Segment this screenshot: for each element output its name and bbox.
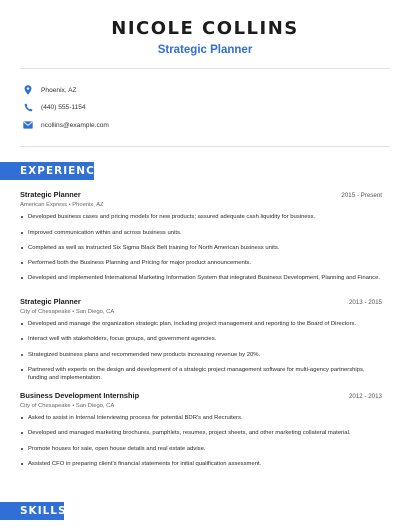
candidate-title: Strategic Planner <box>157 44 253 56</box>
map-pin-icon <box>22 84 34 96</box>
resume-header <box>0 18 410 56</box>
header-divider <box>20 68 390 69</box>
contact-location <box>22 84 77 96</box>
phone-icon <box>22 101 34 113</box>
contact-email-text: ncollins@example.com <box>41 121 109 129</box>
contact-divider <box>20 146 390 147</box>
bullet-item: Improved communication within and across business units. <box>20 229 382 237</box>
bullet-item: Performed both the Business Planning and Pricing for major product announcements. <box>20 259 382 267</box>
bullet-item: Interact well with stakeholders, focus groups, and government agencies. <box>20 335 382 343</box>
bullet-item: Completed as well as instructed Six Sigma Black Belt training for North American business units. <box>20 244 382 252</box>
bullet-item: Strategized business plans and recommended new products increasing revenue by 20%. <box>20 351 382 359</box>
job-entry <box>20 391 382 409</box>
job-title: Strategic Planner <box>20 190 81 199</box>
job-location: American Express • Phoenix, AZ <box>20 202 104 208</box>
candidate-name: NICOLE COLLINS <box>111 18 299 39</box>
envelope-icon <box>22 119 34 131</box>
bullet-item: Developed and managed marketing brochures, pamphlets, resumes, project sheets, and other marketing collateral material. <box>20 429 382 437</box>
job-dates: 2013 - 2015 <box>348 299 382 306</box>
job-location: City of Chesapeake • San Diego, CA <box>20 309 115 315</box>
bullet-item: Asked to assist in Internal Interviewing process for potential BDR's and Recruiters. <box>20 414 382 422</box>
skills-section-header: SKILLS <box>0 502 64 520</box>
job-title: Strategic Planner <box>20 297 81 306</box>
contact-location-text: Phoenix, AZ <box>41 86 77 94</box>
contact-email <box>22 119 109 131</box>
job-location: City of Chesapeake • San Diego, CA <box>20 403 115 409</box>
job-entry <box>20 297 382 315</box>
bullet-item: Promote houses for sale, open house details and real estate advise. <box>20 445 382 453</box>
bullet-item: Assisted CFO in preparing client's financial statements for initial qualification assessment. <box>20 460 382 468</box>
contact-phone <box>22 101 86 113</box>
bullet-item: Developed business cases and pricing models for new products; assured adequate cash liquidity for business. <box>20 213 382 221</box>
bullet-item: Developed and manage the organization strategic plan, including project management and reporting to the Board of Directors. <box>20 320 382 328</box>
job-entry <box>20 190 382 208</box>
job-dates: 2015 - Present <box>341 192 382 199</box>
job-dates: 2012 - 2013 <box>348 393 382 400</box>
bullet-item: Partnered with experts on the design and development of a strategic project management software for multi-agency partnerships, funding and implementation. <box>20 366 382 382</box>
contact-phone-text: (440) 555-1154 <box>41 103 86 111</box>
experience-section-header: EXPERIENCE <box>0 162 94 180</box>
bullet-item: Developed and implemented International Marketing Information System that integrated Business Development, Planning and Finance. <box>20 274 382 282</box>
job-title: Business Development Internship <box>20 391 140 400</box>
